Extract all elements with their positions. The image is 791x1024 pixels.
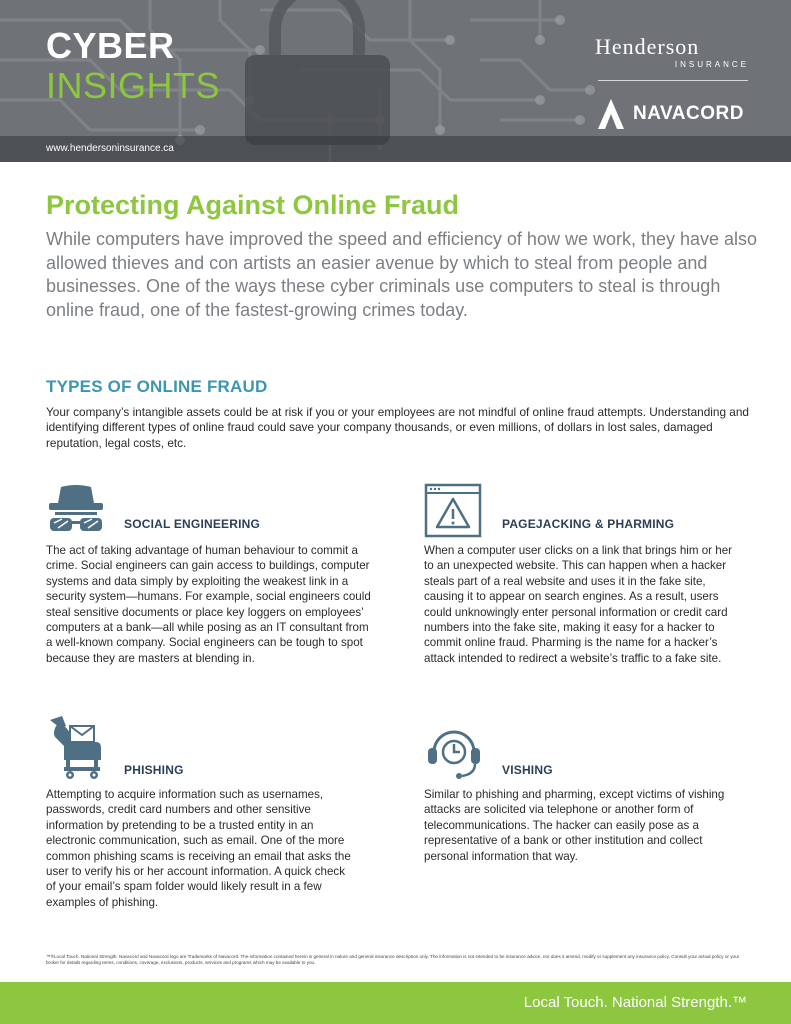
spy-hat-glasses-icon — [46, 483, 106, 541]
card-body: Attempting to acquire information such as usernames, passwords, credit card numbers and other sensitive information by pretending to be a trusted entity in an electronic communication, such as email. One of the more common phishing scams is receiving an email that asks the user to verify his or her account information. A quick check of your email’s spam folder would likely result in a few examples of phishing. — [46, 788, 351, 909]
title-insights: INSIGHTS — [46, 65, 221, 106]
navacord-logo — [597, 95, 744, 133]
legal-disclaimer: ™®Local Touch. National Strength. Navacord and Navacord logo are Trademarks of Navacord. The information contained herein is general in nature and general insurance description only. The information is not intended to be insurance advice, nor does it amend, modify or supplement any insurance policy. Consult your actual policy or your broker for details regarding terms, conditions, coverage, exclusions, products, services and programs which may be available to you. — [46, 954, 740, 965]
section-heading: TYPES OF ONLINE FRAUD — [46, 377, 268, 396]
navacord-logo-text: NAVACORD — [633, 103, 744, 124]
intro-paragraph: While computers have improved the speed and efficiency of how we work, they have also allowed thieves and con artists an easier avenue by which to steal from people and businesses. One of the ways these cyber criminals use computers to steal is through online fraud, one of the fastest-growing crimes today. — [46, 229, 758, 320]
henderson-logo-text: Henderson — [595, 34, 700, 59]
card-body: The act of taking advantage of human behaviour to commit a crime. Social engineers can gain access to buildings, computer systems and data simply by exploiting the weakest link in a security system—humans. For example, social engineers could steal sensitive documents or place key loggers on employees’ computers at a bank—all while posing as an IT consultant from a well-known company. Social engineers can be tough to spot because they are masters at blending in. — [46, 544, 371, 665]
page-title: Protecting Against Online Fraud — [46, 190, 460, 220]
card-title: PAGEJACKING & PHARMING — [502, 517, 675, 531]
henderson-logo-subtext: INSURANCE — [674, 60, 749, 69]
card-body: When a computer user clicks on a link that brings him or her to an unexpected website. This can happen when a hacker steals part of a real website and uses it in the fake site, causing it to appear on search engines. As a result, users could unknowingly enter personal information or credit card numbers into the fake site, making it easy for a hacker to commit online fraud. Pharming is the name for a hacker’s attack intended to redirect a website’s traffic to a fake site. — [424, 544, 733, 665]
card-body: Similar to phishing and pharming, except victims of vishing attacks are solicited via telephone or another form of telecommunications. The hacker can easily pose as a representative of a bank or other institution and collect personal information that way. — [424, 788, 725, 863]
footer-tagline: Local Touch. National Strength.™ — [523, 994, 747, 1011]
header-banner — [0, 0, 791, 162]
card-title: PHISHING — [124, 763, 184, 777]
browser-warning-icon — [424, 483, 482, 538]
website-link[interactable]: www.hendersoninsurance.ca — [46, 143, 174, 154]
footer-bar — [0, 982, 791, 1024]
card-title: VISHING — [502, 763, 553, 777]
trojan-horse-email-icon — [46, 712, 106, 782]
henderson-logo — [595, 36, 755, 69]
logo-divider — [598, 80, 748, 81]
section-body: Your company’s intangible assets could be at risk if you or your employees are not mindful of online fraud attempts. Understanding and identifying different types of online fraud could save your company thousands, or even millions, of dollars in lost sales, damaged reputation, legal costs, etc. — [46, 405, 749, 450]
card-title: SOCIAL ENGINEERING — [124, 517, 261, 531]
padlock-graphic — [245, 0, 390, 145]
publication-title — [46, 26, 220, 106]
title-cyber: CYBER — [46, 25, 175, 66]
navacord-mark-icon — [597, 97, 625, 131]
headset-icon — [424, 722, 484, 782]
